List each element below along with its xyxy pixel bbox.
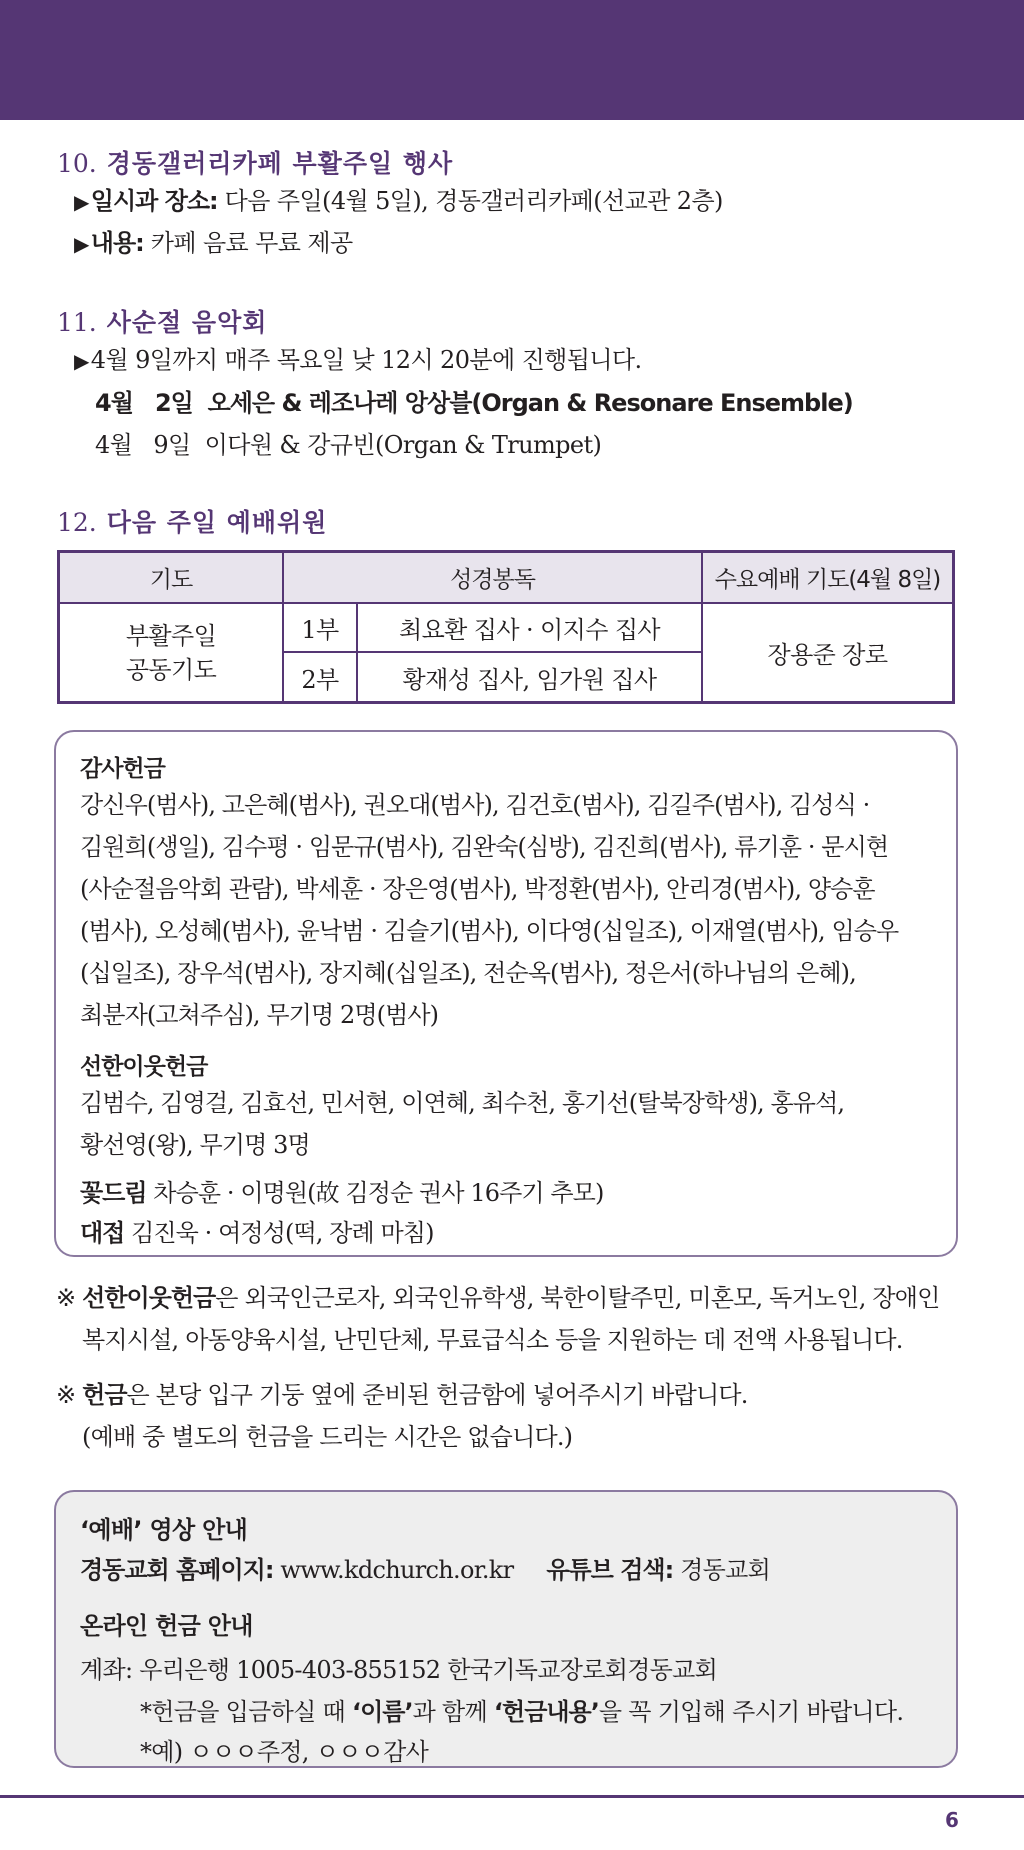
offering-line: 강신우(범사), 고은혜(범사), 권오대(범사), 김건호(범사), 김길주(범사), 김성식 · — [80, 791, 870, 819]
table-divider — [282, 553, 284, 701]
hospitality-offering: 대접 김진욱 · 여정성(떡, 장례 마침) — [80, 1219, 434, 1247]
table-header-reading: 성경봉독 — [284, 553, 701, 602]
worship-committee-table — [57, 550, 955, 704]
deposit-example: *예) ㅇㅇㅇ주정, ㅇㅇㅇ감사 — [140, 1738, 429, 1766]
deposit-note: *헌금을 입금하실 때 ‘이름’과 함께 ‘헌금내용’을 꼭 기입해 주시기 바랍니다. — [140, 1698, 904, 1726]
offering-line: 최분자(고쳐주심), 무기명 2명(범사) — [80, 1001, 439, 1029]
table-divider — [701, 553, 703, 701]
note-neighbor-offering-cont: 복지시설, 아동양육시설, 난민단체, 무료급식소 등을 지원하는 데 전액 사용됩니다. — [82, 1326, 903, 1354]
triangle-bullet-icon: ▶ — [74, 190, 89, 214]
note-offering-box: ※ 헌금은 본당 입구 기둥 옆에 준비된 헌금함에 넣어주시기 바랍니다. — [56, 1381, 748, 1409]
section-10-item-content: ▶내용: 카페 음료 무료 제공 — [74, 229, 353, 257]
table-divider — [60, 602, 952, 604]
footer-rule — [0, 1795, 1024, 1798]
offering-line: 김범수, 김영걸, 김효선, 민서현, 이연혜, 최수천, 홍기선(탈북장학생), 홍유석, — [80, 1089, 845, 1117]
table-cell-wednesday-prayer: 장용준 장로 — [767, 641, 888, 669]
note-offering-box-cont: (예배 중 별도의 헌금을 드리는 시간은 없습니다.) — [82, 1423, 573, 1451]
table-divider — [356, 604, 358, 701]
concert-item: 4월 2일 오세은 & 레조나레 앙상블(Organ & Resonare Ensemble) — [95, 389, 853, 417]
table-cell-service: 2부 — [301, 665, 339, 694]
note-neighbor-offering: ※ 선한이웃헌금은 외국인근로자, 외국인유학생, 북한이탈주민, 미혼모, 독거노인, 장애인 — [56, 1284, 940, 1312]
homepage-link[interactable]: www.kdchurch.or.kr — [273, 1556, 514, 1584]
thanks-offering-title: 감사헌금 — [80, 756, 165, 782]
online-info-box — [54, 1490, 958, 1768]
offering-line: 황선영(왕), 무기명 3명 — [80, 1131, 310, 1159]
offerings-box — [54, 730, 958, 1257]
page-number: 6 — [945, 1808, 959, 1832]
offering-line: (범사), 오성혜(범사), 윤낙범 · 김슬기(범사), 이다영(십일조), 이재열(범사), 임승우 — [80, 917, 899, 945]
table-divider — [284, 651, 703, 653]
triangle-bullet-icon: ▶ — [74, 349, 89, 373]
section-10-item-schedule: ▶일시과 장소: 다음 주일(4월 5일), 경동갤러리카페(선교관 2층) — [74, 187, 723, 215]
table-cell-prayer: 부활주일 공동기도 — [125, 621, 217, 684]
section-11-title: 11. 사순절 음악회 — [57, 308, 268, 337]
concert-item: 4월 9일 이다원 & 강규빈(Organ & Trumpet) — [95, 431, 602, 459]
table-header-prayer: 기도 — [60, 553, 282, 602]
offering-line: (사순절음악회 관람), 박세훈 · 장은영(범사), 박정환(범사), 안리경(범사), 양승훈 — [80, 875, 875, 903]
account-line: 계좌: 우리은행 1005-403-855152 한국기독교장로회경동교회 — [80, 1656, 718, 1684]
header-band — [0, 0, 1024, 120]
offering-line: (십일조), 장우석(범사), 장지혜(십일조), 전순옥(범사), 정은서(하나님의 은혜), — [80, 959, 856, 987]
neighbor-offering-title: 선한이웃헌금 — [80, 1054, 208, 1080]
offering-line: 김원희(생일), 김수평 · 임문규(범사), 김완숙(심방), 김진희(범사), 류기훈 · 문시현 — [80, 833, 889, 861]
table-cell-readers: 황재성 집사, 임가원 집사 — [402, 665, 657, 694]
homepage-line: 경동교회 홈페이지: www.kdchurch.or.kr 유튜브 검색: 경동교회 — [80, 1556, 771, 1584]
online-offering-title: 온라인 헌금 안내 — [80, 1612, 253, 1640]
flower-offering: 꽃드림 차승훈 · 이명원(故 김정순 권사 16주기 추모) — [80, 1179, 604, 1207]
section-11-intro: ▶4월 9일까지 매주 목요일 낮 12시 20분에 진행됩니다. — [74, 346, 642, 374]
triangle-bullet-icon: ▶ — [74, 232, 89, 256]
table-cell-readers: 최요환 집사 · 이지수 집사 — [399, 616, 660, 644]
section-10-title: 10. 경동갤러리카페 부활주일 행사 — [57, 149, 454, 178]
section-12-title: 12. 다음 주일 예배위원 — [57, 508, 328, 537]
table-cell-service: 1부 — [301, 616, 339, 644]
video-info-title: ‘예배’ 영상 안내 — [80, 1516, 248, 1544]
table-header-wednesday: 수요예배 기도(4월 8일) — [703, 553, 952, 602]
